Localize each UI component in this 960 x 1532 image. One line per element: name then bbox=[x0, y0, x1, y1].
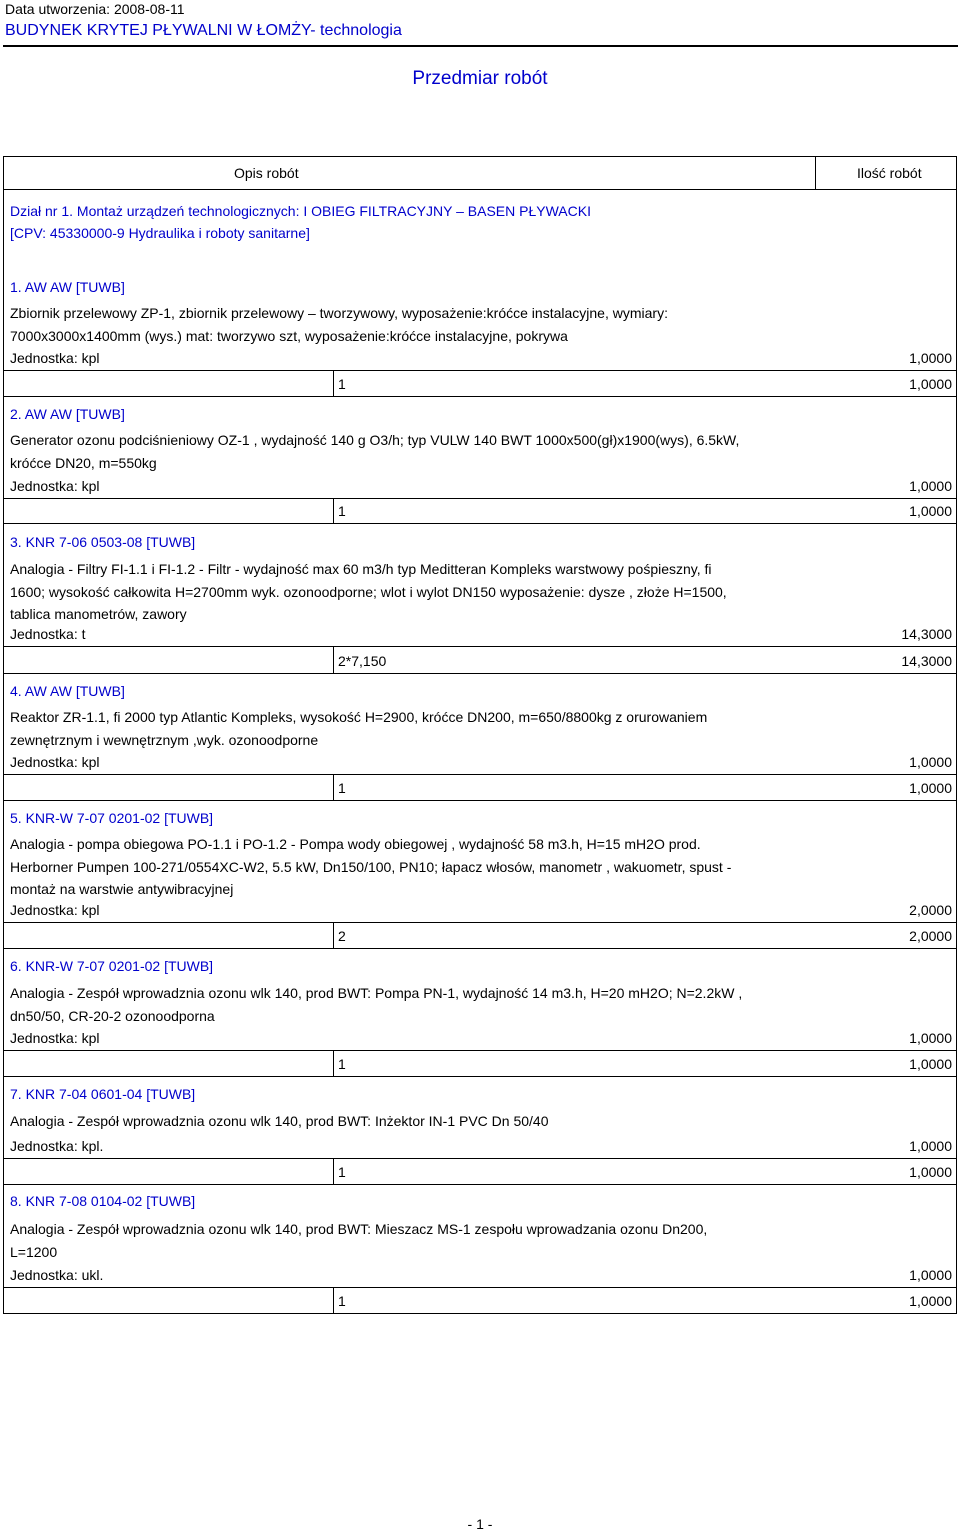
item-result: 1,0000 bbox=[909, 1164, 952, 1180]
item-formula: 2 bbox=[338, 928, 346, 944]
item-unit: Jednostka: kpl bbox=[10, 1030, 100, 1046]
calc-row-top-border bbox=[3, 498, 957, 499]
item-result: 14,3000 bbox=[901, 653, 952, 669]
calc-row-top-border bbox=[3, 1287, 957, 1288]
item-unit: Jednostka: t bbox=[10, 626, 86, 642]
item-code: 7. KNR 7-04 0601-04 [TUWB] bbox=[10, 1086, 196, 1102]
item-total-quantity: 1,0000 bbox=[909, 350, 952, 366]
item-description-line: L=1200 bbox=[10, 1243, 58, 1260]
item-result: 1,0000 bbox=[909, 780, 952, 796]
item-total-quantity: 14,3000 bbox=[901, 626, 952, 642]
item-total-quantity: 1,0000 bbox=[909, 1030, 952, 1046]
table-top-border bbox=[3, 156, 957, 157]
date-created: Data utworzenia: 2008-08-11 bbox=[5, 1, 185, 17]
calc-row-bottom-border bbox=[3, 1184, 957, 1185]
header-rule bbox=[3, 45, 958, 47]
document-title: Przedmiar robót bbox=[412, 68, 548, 89]
item-description-line: Reaktor ZR-1.1, fi 2000 typ Atlantic Kompleks, wysokość H=2900, króćce DN200, m=650/8800kg z orurowaniem bbox=[10, 709, 708, 725]
item-code: 4. AW AW [TUWB] bbox=[10, 683, 125, 699]
item-total-quantity: 1,0000 bbox=[909, 478, 952, 494]
item-formula: 1 bbox=[338, 503, 346, 519]
item-formula: 1 bbox=[338, 376, 346, 392]
item-description-line: 7000x3000x1400mm (wys.) mat: tworzywo szt, wyposażenie:króćce instalacyjne, pokrywa bbox=[10, 327, 568, 344]
item-unit: Jednostka: kpl bbox=[10, 478, 100, 494]
item-total-quantity: 1,0000 bbox=[909, 1138, 952, 1154]
item-description-line: Analogia - pompa obiegowa PO-1.1 i PO-1.2 - Pompa wody obiegowej , wydajność 58 m3.h, H=15 mH2O prod. bbox=[10, 836, 701, 852]
item-result: 2,0000 bbox=[909, 928, 952, 944]
calc-row-bottom-border bbox=[3, 673, 957, 674]
item-description-line: montaż na warstwie antywibracyjnej bbox=[10, 881, 234, 897]
calc-row-divider bbox=[333, 370, 334, 396]
page-number: - 1 - bbox=[467, 1516, 493, 1532]
calc-row-bottom-border bbox=[3, 1076, 957, 1077]
calc-row-bottom-border bbox=[3, 948, 957, 949]
item-total-quantity: 1,0000 bbox=[909, 1267, 952, 1283]
item-description-line: zewnętrznym i wewnętrznym ,wyk. ozonoodporne bbox=[10, 731, 319, 748]
item-total-quantity: 1,0000 bbox=[909, 754, 952, 770]
item-description-line: króćce DN20, m=550kg bbox=[10, 454, 157, 471]
item-unit: Jednostka: kpl bbox=[10, 754, 100, 770]
calc-row-bottom-border bbox=[3, 1313, 957, 1314]
item-unit: Jednostka: kpl bbox=[10, 350, 100, 366]
calc-row-top-border bbox=[3, 922, 957, 923]
item-description-line: Zbiornik przelewowy ZP-1, zbiornik przelewowy – tworzywowy, wyposażenie:króćce instalacyjne, wymiary: bbox=[10, 305, 668, 321]
item-code: 1. AW AW [TUWB] bbox=[10, 279, 125, 295]
item-unit: Jednostka: ukl. bbox=[10, 1267, 104, 1283]
calc-row-bottom-border bbox=[3, 800, 957, 801]
item-description-line: tablica manometrów, zawory bbox=[10, 606, 187, 622]
calc-row-top-border bbox=[3, 1050, 957, 1051]
item-result: 1,0000 bbox=[909, 1293, 952, 1309]
calc-row-top-border bbox=[3, 370, 957, 371]
item-formula: 1 bbox=[338, 1056, 346, 1072]
calc-row-bottom-border bbox=[3, 396, 957, 397]
item-formula: 2*7,150 bbox=[338, 653, 387, 669]
item-code: 5. KNR-W 7-07 0201-02 [TUWB] bbox=[10, 810, 214, 826]
item-formula: 1 bbox=[338, 1164, 346, 1180]
section-cpv: [CPV: 45330000-9 Hydraulika i roboty sanitarne] bbox=[10, 225, 310, 241]
item-description-line: Generator ozonu podciśnieniowy OZ-1 , wydajność 140 g O3/h; typ VULW 140 BWT 1000x500(gł)x1900(wys), 6.5kW, bbox=[10, 432, 740, 448]
item-description-line: Herborner Pumpen 100-271/0554XC-W2, 5.5 kW, Dn150/100, PN10; łapacz włosów, manometr , wakuometr, spust - bbox=[10, 858, 732, 875]
calc-row-divider bbox=[333, 646, 334, 673]
header-bottom-border bbox=[3, 189, 957, 190]
calc-row-top-border bbox=[3, 1158, 957, 1159]
column-header-description: Opis robót bbox=[234, 165, 299, 181]
calc-row-divider bbox=[333, 774, 334, 800]
item-description-line: Analogia - Zespół wprowadznia ozonu wlk 140, prod BWT: Pompa PN-1, wydajność 14 m3.h, H=20 mH2O; N=2.2kW , bbox=[10, 985, 743, 1001]
item-description-line: Analogia - Zespół wprowadznia ozonu wlk 140, prod BWT: Mieszacz MS-1 zespołu wprowadzania ozonu Dn200, bbox=[10, 1221, 708, 1237]
item-result: 1,0000 bbox=[909, 1056, 952, 1072]
item-code: 8. KNR 7-08 0104-02 [TUWB] bbox=[10, 1193, 196, 1209]
item-description-line: 1600; wysokość całkowita H=2700mm wyk. ozonoodporne; wlot i wylot DN150 wyposażenie: dysze , złoże H=1500, bbox=[10, 583, 727, 600]
item-code: 6. KNR-W 7-07 0201-02 [TUWB] bbox=[10, 958, 214, 974]
item-unit: Jednostka: kpl bbox=[10, 902, 100, 918]
item-code: 3. KNR 7-06 0503-08 [TUWB] bbox=[10, 534, 196, 550]
item-formula: 1 bbox=[338, 780, 346, 796]
calc-row-divider bbox=[333, 1287, 334, 1313]
calc-row-divider bbox=[333, 498, 334, 523]
item-formula: 1 bbox=[338, 1293, 346, 1309]
calc-row-top-border bbox=[3, 646, 957, 647]
calc-row-divider bbox=[333, 922, 334, 948]
item-result: 1,0000 bbox=[909, 376, 952, 392]
column-header-quantity: Ilość robót bbox=[857, 165, 922, 181]
calc-row-divider bbox=[333, 1158, 334, 1184]
item-total-quantity: 2,0000 bbox=[909, 902, 952, 918]
section-heading: Dział nr 1. Montaż urządzeń technologicznych: I OBIEG FILTRACYJNY – BASEN PŁYWACKI bbox=[10, 203, 591, 219]
calc-row-bottom-border bbox=[3, 523, 957, 524]
calc-row-divider bbox=[333, 1050, 334, 1076]
item-unit: Jednostka: kpl. bbox=[10, 1138, 104, 1154]
item-description-line: Analogia - Zespół wprowadznia ozonu wlk 140, prod BWT: Inżektor IN-1 PVC Dn 50/40 bbox=[10, 1113, 549, 1129]
project-title: BUDYNEK KRYTEJ PŁYWALNI W ŁOMŻY- technologia bbox=[5, 22, 402, 39]
item-description-line: dn50/50, CR-20-2 ozonoodporna bbox=[10, 1007, 215, 1024]
item-description-line: Analogia - Filtry FI-1.1 i FI-1.2 - Filtr - wydajność max 60 m3/h typ Meditteran Kompleks warstwowy pośpieszny, fi bbox=[10, 561, 712, 577]
item-code: 2. AW AW [TUWB] bbox=[10, 406, 125, 422]
table-left-border bbox=[3, 156, 4, 1313]
table-right-border bbox=[956, 156, 957, 1313]
item-result: 1,0000 bbox=[909, 503, 952, 519]
calc-row-top-border bbox=[3, 774, 957, 775]
header-divider bbox=[815, 156, 816, 189]
